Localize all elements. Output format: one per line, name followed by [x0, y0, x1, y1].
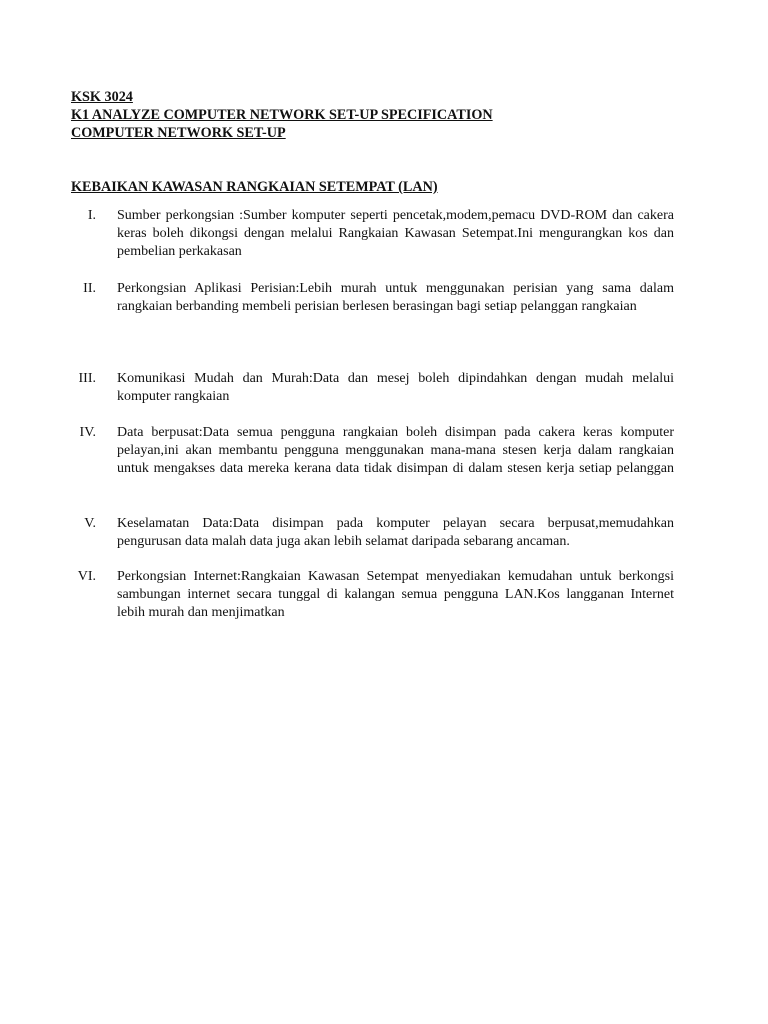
- list-item-text: Perkongsian Aplikasi Perisian:Lebih murah untuk menggunakan perisian yang sama dalam rangkaian berbanding membeli perisian berlesen berasingan bagi setiap pelanggan rangkaian: [117, 281, 674, 314]
- list-item-text: Komunikasi Mudah dan Murah:Data dan mesej boleh dipindahkan dengan mudah melalui komputer rangkaian: [117, 371, 674, 404]
- section-title: KEBAIKAN KAWASAN RANGKAIAN SETEMPAT (LAN): [71, 179, 438, 195]
- list-item-number: I.: [87, 208, 96, 223]
- document-header: [71, 88, 691, 142]
- list-item-text: Data berpusat:Data semua pengguna rangkaian boleh disimpan pada cakera keras komputer pelayan,ini akan membantu pengguna menggunakan mana-mana stesen kerja dalam rangkaian untuk mengakses data mereka kerana data tidak disimpan di dalam stesen kerja setiap pelanggan: [117, 425, 674, 476]
- topic-title: COMPUTER NETWORK SET-UP: [71, 125, 286, 141]
- list-item-number: IV.: [79, 425, 96, 440]
- list-item-number: VI.: [77, 569, 96, 584]
- unit-title: K1 ANALYZE COMPUTER NETWORK SET-UP SPECIFICATION: [71, 107, 493, 123]
- list-item-text: Sumber perkongsian :Sumber komputer seperti pencetak,modem,pemacu DVD-ROM dan cakera keras boleh dikongsi dengan melalui Rangkaian Kawasan Setempat.Ini mengurangkan kos dan pembelian perkakasan: [117, 208, 674, 259]
- list-item-text: Keselamatan Data:Data disimpan pada komputer pelayan secara berpusat,memudahkan pengurusan data malah data juga akan lebih selamat daripada sebarang ancaman.: [117, 516, 674, 549]
- course-code: KSK 3024: [71, 89, 133, 105]
- list-item-number: III.: [78, 371, 96, 386]
- list-item-number: V.: [84, 516, 96, 531]
- list-item-text: Perkongsian Internet:Rangkaian Kawasan Setempat menyediakan kemudahan untuk berkongsi sambungan internet secara tunggal di kalangan semua pengguna LAN.Kos langganan Internet lebih murah dan menjimatkan: [117, 569, 674, 620]
- list-item-number: II.: [83, 281, 96, 296]
